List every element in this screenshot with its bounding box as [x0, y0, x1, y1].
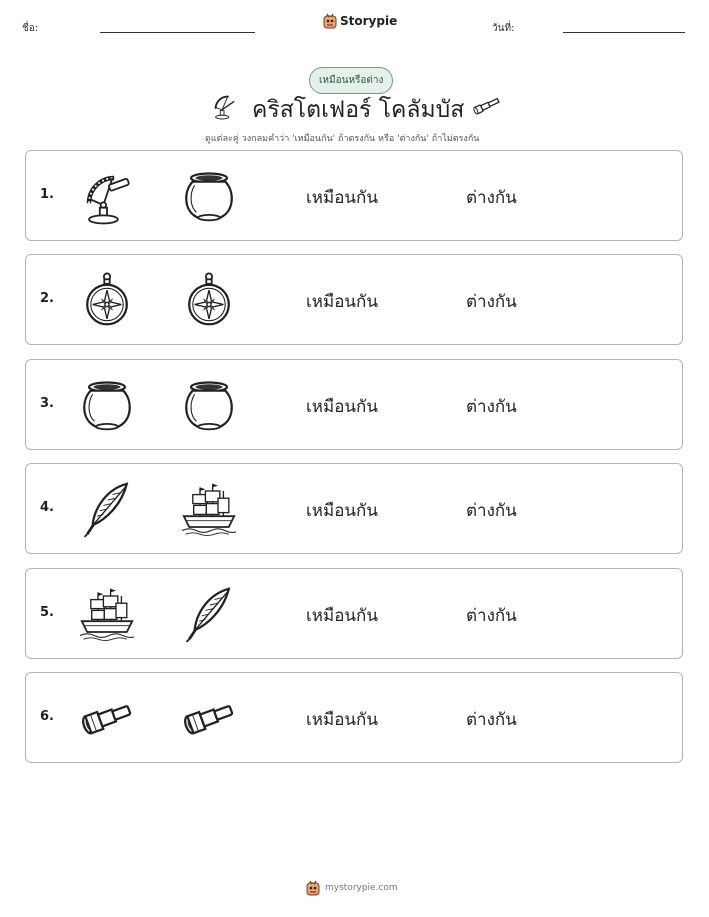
different-option[interactable]: ต่างกัน [466, 710, 517, 730]
brand-logo [323, 13, 397, 29]
same-option[interactable]: เหมือนกัน [306, 292, 378, 312]
spyglass-icon [182, 689, 236, 747]
page-title: คริสโตเฟอร์ โคลัมบัส [252, 97, 465, 123]
same-option[interactable]: เหมือนกัน [306, 188, 378, 208]
ship-icon [80, 585, 134, 643]
different-option[interactable]: ต่างกัน [466, 188, 517, 208]
footer-site: mystorypie.com [325, 883, 398, 893]
same-option[interactable]: เหมือนกัน [306, 710, 378, 730]
storypie-mascot-icon [323, 13, 337, 29]
sextant-icon [80, 167, 134, 225]
sextant-icon [210, 90, 238, 120]
name-label: ชื่อ: [22, 23, 39, 34]
exercise-row [25, 359, 683, 450]
different-option[interactable]: ต่างกัน [466, 292, 517, 312]
worksheet-badge: เหมือนหรือต่าง [309, 67, 393, 94]
exercise-row [25, 672, 683, 763]
date-line[interactable] [563, 32, 685, 33]
ship-icon [182, 480, 236, 538]
row-number: 6. [40, 709, 54, 724]
compass-icon [182, 271, 236, 329]
brand-name: Storypie [340, 14, 398, 28]
different-option[interactable]: ต่างกัน [466, 397, 517, 417]
exercise-row [25, 254, 683, 345]
exercise-row [25, 150, 683, 241]
name-line[interactable] [100, 32, 255, 33]
spyglass-icon [80, 689, 134, 747]
same-option[interactable]: เหมือนกัน [306, 606, 378, 626]
exercise-row [25, 463, 683, 554]
footer [306, 880, 398, 896]
instructions: ดูแต่ละคู่ วงกลมคำว่า 'เหมือนกัน' ถ้าตรงกัน หรือ 'ต่างกัน' ถ้าไม่ตรงกัน [205, 134, 480, 144]
spyglass-icon [472, 94, 502, 116]
pot-icon [80, 376, 134, 434]
same-option[interactable]: เหมือนกัน [306, 397, 378, 417]
different-option[interactable]: ต่างกัน [466, 501, 517, 521]
row-number: 4. [40, 500, 54, 515]
row-number: 1. [40, 187, 54, 202]
storypie-mascot-icon [306, 880, 320, 896]
different-option[interactable]: ต่างกัน [466, 606, 517, 626]
row-number: 5. [40, 605, 54, 620]
pot-icon [182, 376, 236, 434]
date-label: วันที่: [492, 23, 515, 34]
row-number: 2. [40, 291, 54, 306]
row-number: 3. [40, 396, 54, 411]
exercise-row [25, 568, 683, 659]
same-option[interactable]: เหมือนกัน [306, 501, 378, 521]
quill-icon [80, 480, 134, 538]
pot-icon [182, 167, 236, 225]
compass-icon [80, 271, 134, 329]
quill-icon [182, 585, 236, 643]
